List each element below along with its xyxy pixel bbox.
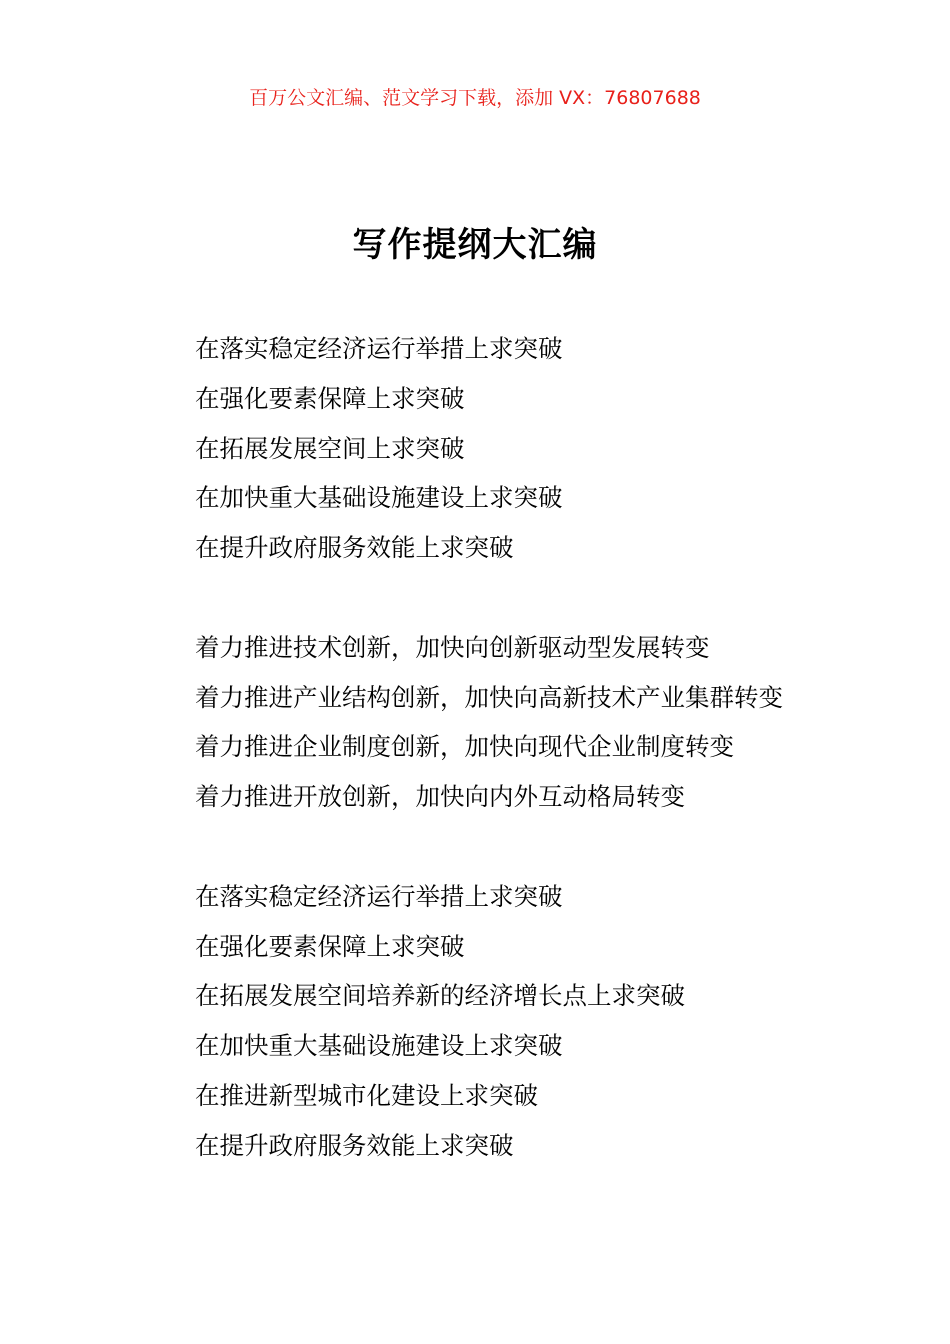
- outline-line: 着力推进产业结构创新，加快向高新技术产业集群转变: [195, 682, 783, 712]
- outline-line: 在加快重大基础设施建设上求突破: [195, 483, 563, 513]
- outline-line: 在强化要素保障上求突破: [195, 931, 465, 961]
- outline-line: 在加快重大基础设施建设上求突破: [195, 1031, 563, 1061]
- outline-line: 在提升政府服务效能上求突破: [195, 1130, 514, 1160]
- document-body: [195, 324, 815, 1171]
- outline-line: 着力推进企业制度创新，加快向现代企业制度转变: [195, 732, 734, 762]
- outline-line: 着力推进开放创新，加快向内外互动格局转变: [195, 782, 685, 812]
- outline-line: 在推进新型城市化建设上求突破: [195, 1080, 538, 1110]
- outline-line: 在拓展发展空间上求突破: [195, 433, 465, 463]
- outline-line: 在强化要素保障上求突破: [195, 383, 465, 413]
- header-promo-note: 百万公文汇编、范文学习下载，添加 VX：76807688: [249, 87, 701, 109]
- outline-section-3: [195, 872, 815, 1171]
- outline-line: 在落实稳定经济运行举措上求突破: [195, 881, 563, 911]
- outline-line: 在落实稳定经济运行举措上求突破: [195, 334, 563, 363]
- outline-section-1: [195, 324, 815, 573]
- outline-line: 在提升政府服务效能上求突破: [195, 533, 514, 563]
- outline-line: 着力推进技术创新，加快向创新驱动型发展转变: [195, 632, 710, 662]
- outline-line: 在拓展发展空间培养新的经济增长点上求突破: [195, 981, 685, 1011]
- document-title: 写作提纲大汇编: [352, 225, 598, 265]
- outline-section-2: [195, 623, 815, 822]
